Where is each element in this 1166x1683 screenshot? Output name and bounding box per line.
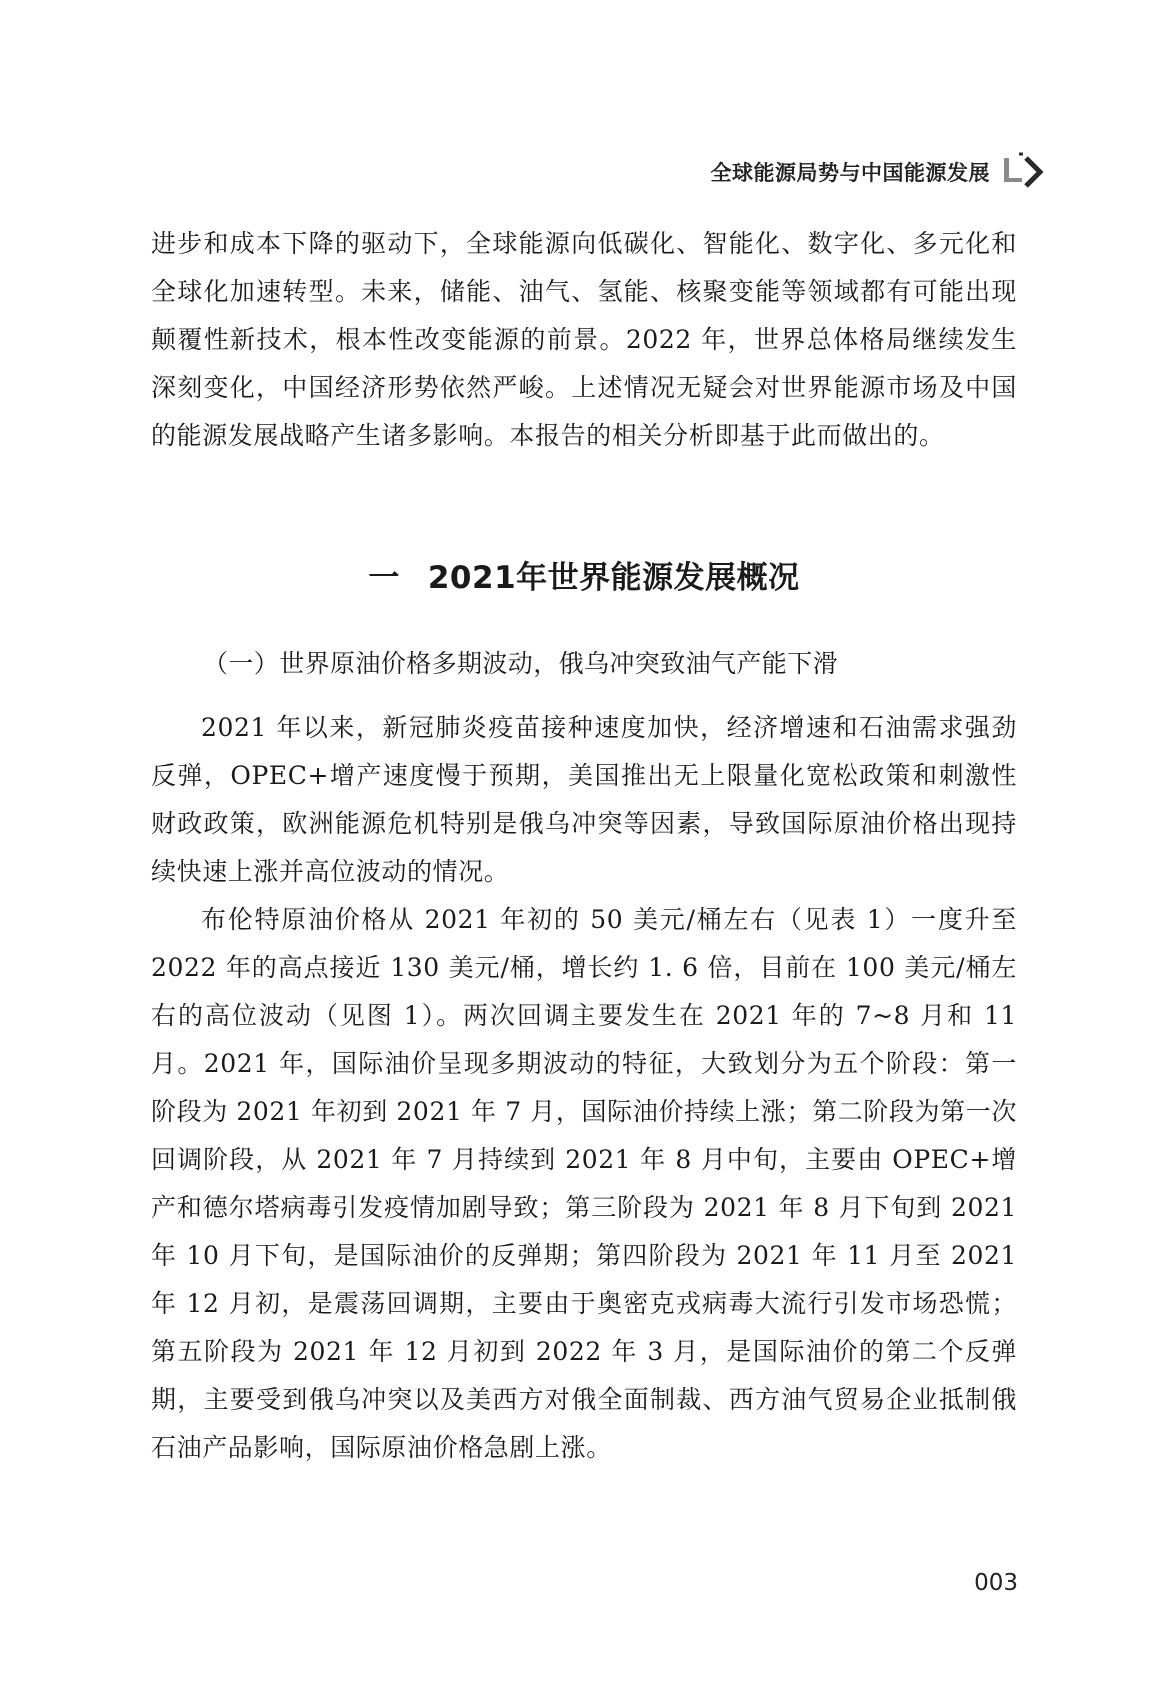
section-title: 2021年世界能源发展概况 [427, 560, 800, 596]
section-heading [151, 556, 1017, 600]
chevron-logo-icon [1000, 152, 1050, 192]
body-paragraph-2: 布伦特原油价格从 2021 年初的 50 美元/桶左右（见表 1）一度升至 2022 年的高点接近 130 美元/桶，增长约 1. 6 倍，目前在 100 美元/桶左右的高位波动（见图 1）。两次回调主要发生在 2021 年的 7~8 月和 11 月。2021 年，国际油价呈现多期波动的特征，大致划分为五个阶段：第一阶段为 2021 年初到 2021 年 7 月，国际油价持续上涨；第二阶段为第一次回调阶段，从 2021 年 7 月持续到 2021 年 8 月中旬，主要由 OPEC+增产和德尔塔病毒引发疫情加剧导致；第三阶段为 2021 年 8 月下旬到 2021 年 10 月下旬，是国际油价的反弹期；第四阶段为 2021 年 11 月至 2021 年 12 月初，是震荡回调期，主要由于奥密克戎病毒大流行引发市场恐慌；第五阶段为 2021 年 12 月初到 2022 年 3 月，是国际油价的第二个反弹期，主要受到俄乌冲突以及美西方对俄全面制裁、西方油气贸易企业抵制俄石油产品影响，国际原油价格急剧上涨。 [151, 905, 1017, 1462]
subsection-title: （一）世界原油价格多期波动，俄乌冲突致油气产能下滑 [203, 649, 839, 678]
section-number: 一 [368, 560, 400, 596]
page-number: 003 [974, 1570, 1018, 1596]
intro-paragraph: 进步和成本下降的驱动下，全球能源向低碳化、智能化、数字化、多元化和全球化加速转型。未来，储能、油气、氢能、核聚变能等领域都有可能出现颠覆性新技术，根本性改变能源的前景。2022 年，世界总体格局继续发生深刻变化，中国经济形势依然严峻。上述情况无疑会对世界能源市场及中国的能源发展战略产生诸多影响。本报告的相关分析即基于此而做出的。 [151, 229, 1017, 450]
main-content [151, 220, 1017, 1472]
running-header [711, 152, 1051, 192]
body-paragraph-1: 2021 年以来，新冠肺炎疫苗接种速度加快，经济增速和石油需求强劲反弹，OPEC+增产速度慢于预期，美国推出无上限量化宽松政策和刺激性财政政策，欧洲能源危机特别是俄乌冲突等因素，导致国际原油价格出现持续快速上涨并高位波动的情况。 [151, 713, 1017, 886]
running-header-title: 全球能源局势与中国能源发展 [710, 161, 990, 185]
